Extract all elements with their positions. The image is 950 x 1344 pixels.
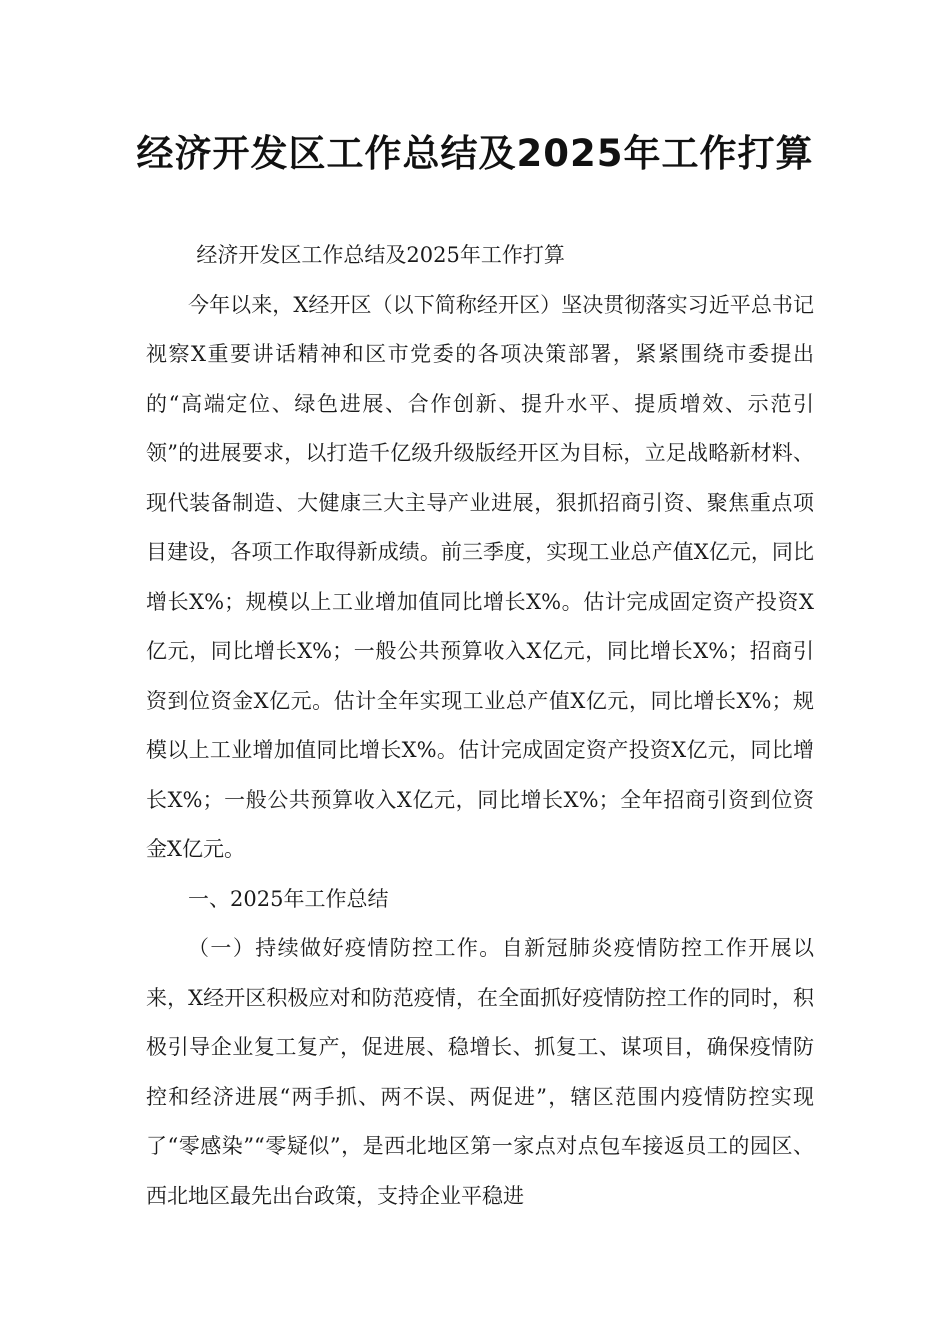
document-body [146,231,814,1221]
document-title: 经济开发区工作总结及2025年工作打算 [136,132,814,175]
document-subtitle: 经济开发区工作总结及2025年工作打算 [196,243,565,267]
intro-paragraph: 今年以来，X经开区（以下简称经开区）坚决贯彻落实习近平总书记视察X重要讲话精神和区市党委的各项决策部署，紧紧围绕市委提出的“高端定位、绿色进展、合作创新、提升水平、提质增效、示范引领”的进展要求，以打造千亿级升级版经开区为目标，立足战略新材料、现代装备制造、大健康三大主导产业进展，狠抓招商引资、聚焦重点项目建设，各项工作取得新成绩。前三季度，实现工业总产值X亿元，同比增长X%；规模以上工业增加值同比增长X%。估计完成固定资产投资X亿元，同比增长X%；一般公共预算收入X亿元，同比增长X%；招商引资到位资金X亿元。估计全年实现工业总产值X亿元，同比增长X%；规模以上工业增加值同比增长X%。估计完成固定资产投资X亿元，同比增长X%；一般公共预算收入X亿元，同比增长X%；全年招商引资到位资金X亿元。 [146,292,814,861]
section-heading: 一、2025年工作总结 [188,886,389,911]
section-paragraph: （一）持续做好疫情防控工作。自新冠肺炎疫情防控工作开展以来，X经开区积极应对和防范疫情，在全面抓好疫情防控工作的同时，积极引导企业复工复产，促进展、稳增长、抓复工、谋项目，确保疫情防控和经济进展“两手抓、两不误、两促进”，辖区范围内疫情防控实现了“零感染”“零疑似”，是西北地区第一家点对点包车接返员工的园区、西北地区最先出台政策，支持企业平稳进 [146,936,814,1208]
